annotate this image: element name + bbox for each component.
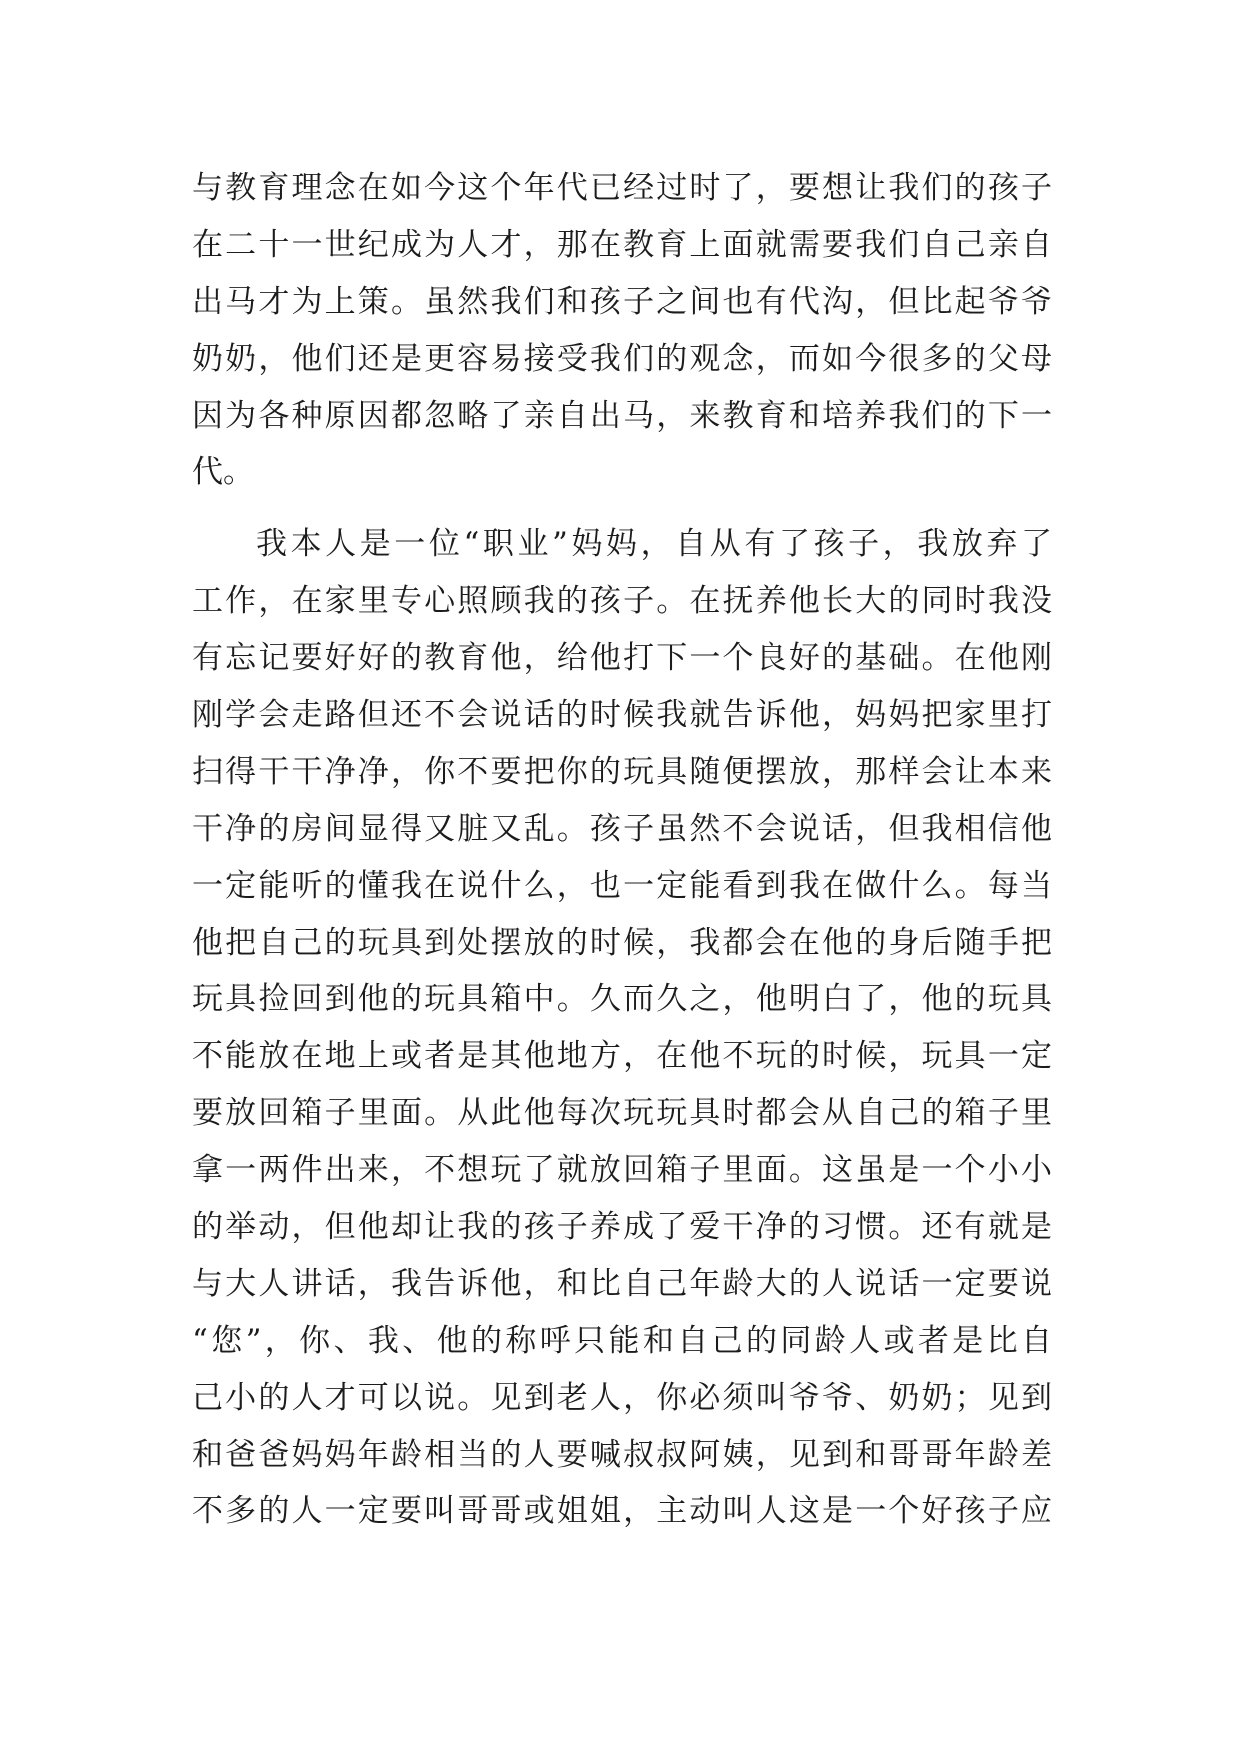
text-line: 我本人是一位“职业”妈妈，自从有了孩子，我放弃了 [256, 526, 1052, 563]
text-line: 玩具捡回到他的玩具箱中。久而久之，他明白了，他的玩具 [192, 981, 1052, 1018]
text-line: 因为各种原因都忽略了亲自出马，来教育和培养我们的下一 [192, 397, 1052, 434]
document-body [192, 160, 1052, 1540]
text-line: 的举动，但他却让我的孩子养成了爱干净的习惯。还有就是 [192, 1209, 1052, 1246]
text-line: 扫得干干净净，你不要把你的玩具随便摆放，那样会让本来 [192, 753, 1052, 790]
text-line: 刚学会走路但还不会说话的时候我就告诉他，妈妈把家里打 [192, 697, 1052, 734]
text-line: 要放回箱子里面。从此他每次玩玩具时都会从自己的箱子里 [192, 1095, 1052, 1132]
text-line: 与大人讲话，我告诉他，和比自己年龄大的人说话一定要说 [192, 1265, 1052, 1302]
text-line: 和爸爸妈妈年龄相当的人要喊叔叔阿姨，见到和哥哥年龄差 [192, 1436, 1052, 1473]
text-line: 一定能听的懂我在说什么，也一定能看到我在做什么。每当 [192, 867, 1052, 904]
paragraph-1 [192, 160, 1052, 501]
paragraph-spacer [192, 501, 1052, 516]
text-line: “您”，你、我、他的称呼只能和自己的同龄人或者是比自 [192, 1322, 1052, 1359]
text-line: 拿一两件出来，不想玩了就放回箱子里面。这虽是一个小小 [192, 1152, 1052, 1189]
text-line: 他把自己的玩具到处摆放的时候，我都会在他的身后随手把 [192, 924, 1052, 961]
text-line: 工作，在家里专心照顾我的孩子。在抚养他长大的同时我没 [192, 583, 1052, 620]
text-line: 出马才为上策。虽然我们和孩子之间也有代沟，但比起爷爷 [192, 283, 1052, 320]
text-line: 代。 [192, 454, 254, 491]
text-line: 不能放在地上或者是其他地方，在他不玩的时候，玩具一定 [192, 1038, 1052, 1075]
paragraph-2 [192, 516, 1052, 1540]
text-line: 己小的人才可以说。见到老人，你必须叫爷爷、奶奶；见到 [192, 1379, 1052, 1416]
text-line: 干净的房间显得又脏又乱。孩子虽然不会说话，但我相信他 [192, 810, 1052, 847]
text-line: 有忘记要好好的教育他，给他打下一个良好的基础。在他刚 [192, 640, 1052, 677]
text-line: 奶奶，他们还是更容易接受我们的观念，而如今很多的父母 [192, 340, 1052, 377]
text-line: 与教育理念在如今这个年代已经过时了，要想让我们的孩子 [192, 170, 1052, 206]
text-line: 在二十一世纪成为人才，那在教育上面就需要我们自己亲自 [192, 226, 1052, 263]
text-line: 不多的人一定要叫哥哥或姐姐，主动叫人这是一个好孩子应 [192, 1493, 1052, 1530]
